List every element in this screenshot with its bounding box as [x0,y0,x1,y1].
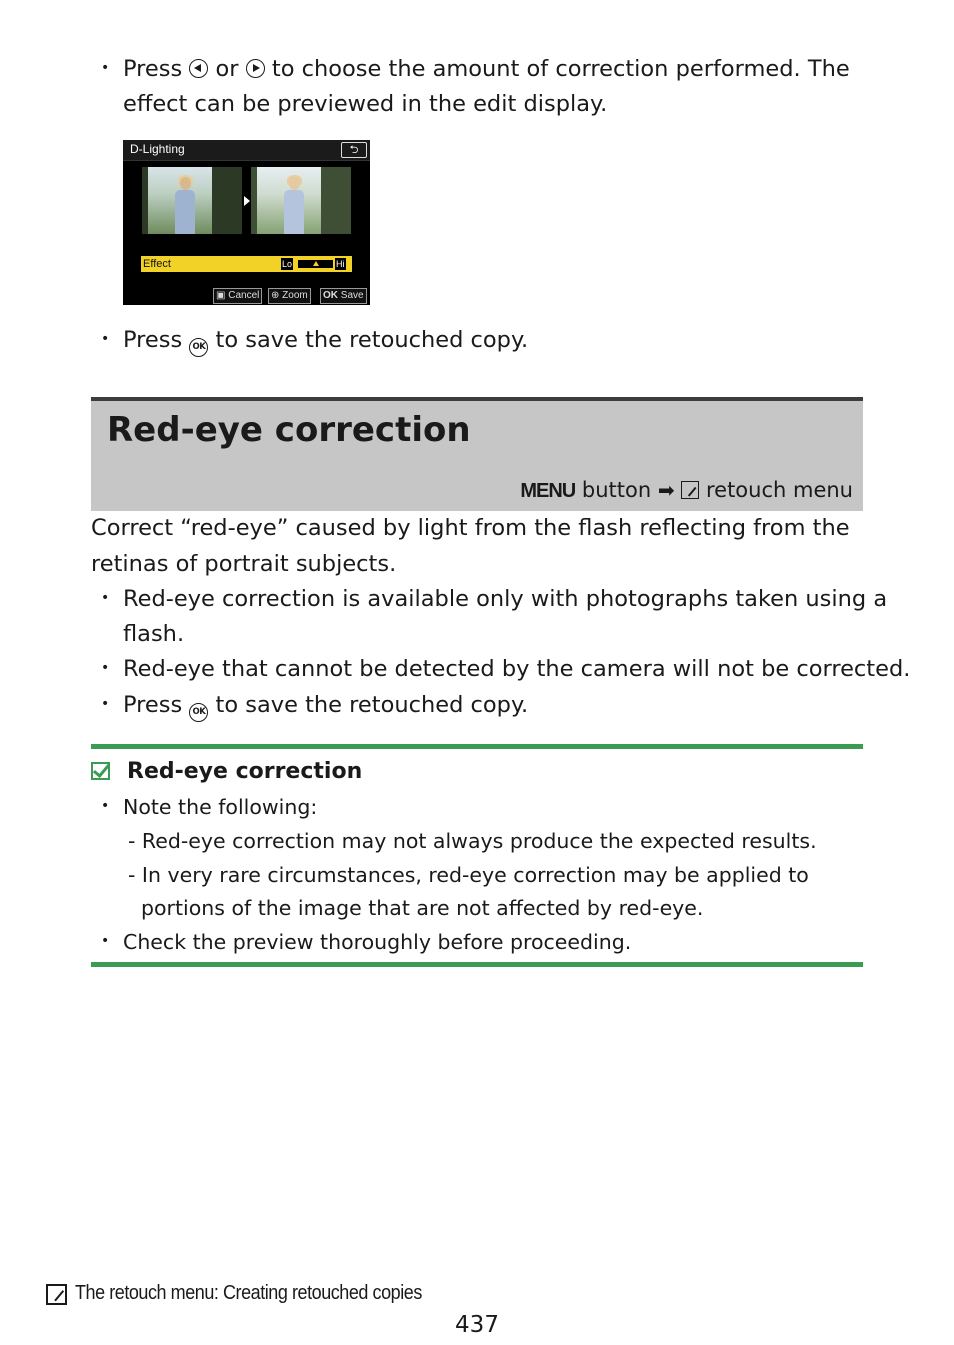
note-bullet: Check the preview thoroughly before proceeding. [123,930,632,954]
note-bottom-rule [91,962,863,967]
instruction-line [123,323,528,358]
text: to save the retouched copy. [215,692,529,718]
bullet-text: Red-eye that cannot be detected by the camera will not be corrected. [123,656,911,682]
lo-label: Lo [282,259,293,269]
instruction-line [123,52,850,87]
compare-arrow-icon [244,196,250,206]
back-icon: ⮌ [341,142,367,158]
bullet-marker: • [101,696,110,712]
text: or [215,56,239,82]
paragraph-line: Correct “red-eye” caused by light from the flash reflecting from the [91,515,850,541]
text: to save the retouched copy. [215,327,529,353]
menu-key: MENU [520,480,576,502]
page-number: 437 [455,1312,499,1338]
bullet-marker: • [101,933,110,949]
effect-row [141,256,352,272]
text: Press [123,327,183,353]
zoom-hint: ⊕ Zoom [268,288,311,304]
instruction-line-cont: effect can be previewed in the edit display. [123,91,608,117]
bullet-marker: • [101,331,110,347]
cancel-hint: ▣ Cancel [213,288,262,304]
photo-before [142,167,242,234]
text: to choose the amount of correction performed. The [271,56,850,82]
ok-button-icon: OK [189,703,208,722]
note-sub-item: - Red-eye correction may not always produce the expected results. [128,829,817,853]
bullet-text [123,688,528,723]
multi-selector-left-icon [189,59,208,78]
retouch-menu-icon [681,481,699,499]
section-title: Red-eye correction [107,410,471,450]
text: retouch menu [705,478,853,502]
bullet-marker: • [101,590,110,606]
menu-path [520,475,853,506]
effect-slider [298,260,333,268]
multi-selector-right-icon [246,59,265,78]
text: Press [123,692,183,718]
effect-label: Effect [143,258,171,270]
bullet-text: flash. [123,621,185,647]
check-icon [91,762,110,780]
note-bullet: Note the following: [123,795,318,819]
photo-after [251,167,351,234]
section-header [91,397,863,511]
camera-screen-illustration [123,140,370,305]
footer-link[interactable]: The retouch menu: Creating retouched copies [75,1282,422,1304]
note-sub-item-cont: portions of the image that are not affected by red-eye. [141,896,704,920]
paragraph-line: retinas of portrait subjects. [91,551,397,577]
note-sub-item: - In very rare circumstances, red-eye correction may be applied to [128,863,809,887]
camera-title-bar [123,140,370,161]
save-hint: OK Save [320,288,367,304]
retouch-menu-icon [46,1284,67,1305]
ok-button-icon: OK [189,338,208,357]
text: button [581,478,652,502]
note-top-rule [91,744,863,749]
bullet-marker: • [101,798,110,814]
bullet-marker: • [101,660,110,676]
text: Press [123,56,183,82]
camera-title: D-Lighting [130,142,185,156]
hi-label: Hi [336,259,345,269]
bullet-text: Red-eye correction is available only with photographs taken using a [123,586,888,612]
bullet-marker: • [101,60,110,76]
arrow-icon: ➡ [657,478,675,502]
note-title: Red-eye correction [127,759,363,784]
